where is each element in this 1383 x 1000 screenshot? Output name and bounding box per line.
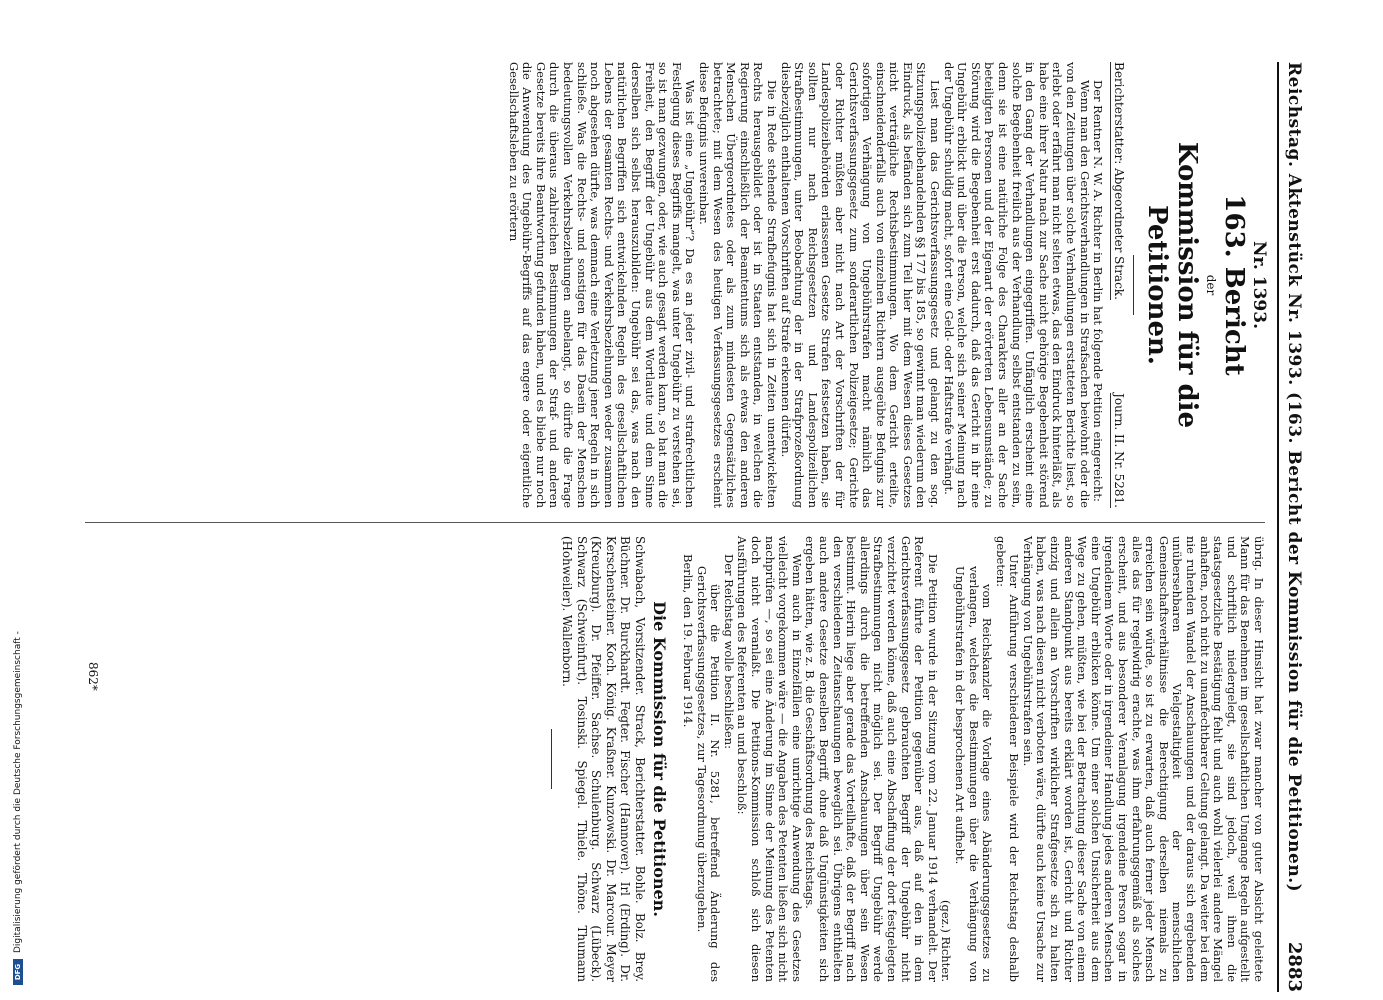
commission-members: Schwabach, Vorsitzender. Strack, Berichterstatter. Bohle. Bolz. Brey. Büchner. Dr. Burckhardt. Fegter. Fischer (Hannover). Irl (Erding). Dr. Kerschensteiner. Koch. König. Kraßner. Kunzowski. Dr. Marcour. Meyer (Kreuzburg). Dr. Pfeiffer. Sachse. Schulenburg. Schwarz (Lübeck). Schwarz (Schweinfurt). Tosinski. Spiegel. Thiele. Thöne. Thumann (Hohweiler). Wallenborn.: [560, 536, 647, 982]
date-line: Berlin, den 19. Februar 1914.: [681, 554, 696, 728]
document-number: Nr. 1393.: [1249, 240, 1269, 329]
running-header: [1277, 62, 1305, 992]
rapporteur: Berichterstatter: Abgeordneter Strack.: [1111, 62, 1126, 300]
footer-number: 862*: [86, 662, 100, 691]
resolution-text: über die Petition II. Nr. 5281, betreffend Änderung des Gerichtsverfassungsgesetzes, zur Tagesordnung überzugehen.: [694, 566, 723, 982]
left-column: [506, 62, 1269, 508]
paragraph: Wenn man den Gerichtsverhandlungen in Strafsachen beiwohnt oder die von den Zeitungen über solche Verhandlungen erstatteten Berichte liest, so erlebt oder erfährt man nicht selten etwas, das den Eindruck hinterläßt, als habe eine ihrer Natur nach zur Sache nicht gehörige Begebenheit störend in den Gang der Verhandlungen eingegriffen. Unfänglich erscheint eine solche Begebenheit freilich aus der Verhandlung selbst entstanden zu sein, denn sie ist eine natürliche Folge des Charakters aller an der Sache beteiligten Personen und der Eigenart der erörterten Lebensumstände; zu Störung wird die Begebenheit erst dadurch, daß das Gericht in ihr eine Ungebühr erblickt und über die Person, welche sich seiner Meinung nach der Ungebühr schuldig macht, sofort eine Geld- oder Haftstrafe verhängt.: [941, 62, 1092, 508]
petition-signature: (gez.) Richter.: [939, 899, 954, 982]
petition-request: vom Reichskanzler die Vorlage eines Abänderungsgesetzes zu verlangen, welches die Bestimmungen über die Verhängung von Ungebührstrafen in der besprochenen Art aufhebt.: [952, 566, 995, 982]
closing-rule: [551, 729, 552, 789]
title-connector: der: [1204, 274, 1219, 296]
commission-signature-title: Die Kommission für die Petitionen.: [650, 601, 670, 917]
paragraph: Was ist eine „Ungebühr“? Da es an jeder zivil- und strafrechtlichen Festlegung dieses Begriffs mangelt, was unter Ungebühr zu verstehen sei, so ist man gezwungen, oder, wie auch gesagt werden kann, so hat man die Freiheit, den Begriff der Ungebühr aus dem Wortlaute und dem Sinne derselben sich selbst herauszubilden: Ungebühr sei das, was nach den natürlichen Begriffen sich entwickelnden Regeln des gesellschaftlichen Lebens der gesamten Rechts- und Verkehrsbeziehungen weder zusammen noch abgesehen dürfte, was demnach eine Verletzung jener Regeln in sich schließe. Was die Rechts- und sonstigen für das Dasein der Menschen bedeutungsvollen Verkehrsbeziehungen anbelangt, so dürfte die Frage durch die überaus zahlreichen Bestimmungen der Straf- und anderen Gesetze bereits ihre Beantwortung gefunden haben, und es bliebe nur noch die Anwendung des Ungebühr-Begriffs auf das engere oder eigentliche Gesellschaftsleben zu erörtern: [506, 62, 698, 508]
rotated-page-content: [85, 62, 1305, 992]
paragraph: übrig. In dieser Hinsicht hat zwar mancher von guter Absicht geleitete Mann für das Benehmen im gesellschaftlichen Umgange Regeln aufgestellt und schriftlich niedergelegt, sie sind jedoch, weil ihnen die staatsgesetzliche Bestätigung fehlt und auch wohl vielerlei andere Mängel anhaften, noch nicht zu unanfechtbarer Geltung gelangt. Da weiter bei dem nie ruhenden Wandel der Anschauungen und der daraus sich ergebenden unübersehbaren Vielgestaltigkeit der menschlichen Gemeinschaftsverhältnisse die Berechtigung derselben niemals zu erreichen sein würde, so ist zu erwarten, daß auch ferner jeder Mensch alles das für regelwidrig erachte, was ihm erfahrungsgemäß als solches erscheint, und aus besonderer Veranlagung irgendeine Person sogar in irgendeinem Worte oder in irgendeiner Handlung jedes anderen Menschen eine Ungebühr erblicken könne. Um einer solchen Unsicherheit aus dem Wege zu gehen, müßten, wie bei der Betrachtung dieser Sache von einem anderen Standpunkt aus bereits erklärt worden ist, Gericht und Richter einzig und allein an Vorschriften wirklicher Strafgesetze sich zu halten haben, was nach diesen nicht verboten wäre, dürfte auch keine Ursache zur Verhängung von Ungebührstrafen sein.: [1020, 536, 1266, 982]
page-number: 2883: [1284, 941, 1305, 992]
funding-note: Digitalisierung gefördert durch die Deutsche Forschungsgemeinschaft -: [13, 631, 23, 953]
report-meta: [1110, 62, 1125, 508]
title-rule: [1133, 255, 1134, 315]
commission-name: Kommission für die Petitionen.: [1141, 141, 1202, 429]
dfg-logo: DFG: [13, 959, 23, 985]
paragraph: Wenn auch in Einzelfällen eine unrichtige Anwendung des Gesetzes vielleicht vorgekommen wäre — die Angaben des Petenten ließen sich nicht nachprüfen —, so sei eine Änderung im Sinne der Meinung des Petenten doch nicht veranlaßt. Die Petitions-Kommission schloß sich diesen Ausführungen des Referenten an und beschloß:: [735, 536, 804, 982]
paragraph: Die in Rede stehende Strafbefugnis hat sich in Zeiten unentwickelten Rechts herausgebildet oder ist in Staaten entstanden, in welchen die Regierung einschließlich der Beamtentums sich als etwas den anderen Menschen Übergeordnetes oder als zum mindesten Gegensätzliches betrachtete; mit dem Wesen des heutigen Verfassungsgesetzes erscheint diese Befugnis unvereinbar.: [697, 62, 779, 508]
journal-number: Journ. II. Nr. 5281.: [1111, 393, 1126, 508]
right-column: [543, 536, 1265, 982]
paragraph: Unter Anführung verschiedener Beispiele wird der Reichstag deshalb gebeten:: [993, 536, 1022, 982]
side-note: [12, 0, 24, 985]
column-divider: [85, 522, 1265, 523]
paragraph: Die Petition wurde in der Sitzung vom 22. Januar 1914 verhandelt. Der Referent führte der Petition gegenüber aus, daß auf den in dem Gerichtsverfassungsgesetz gebrauchten Begriff der Ungebühr nicht verzichtet werden könne, daß auch eine Abschaffung der dort festgelegten Strafbestimmungen nicht möglich sei. Der Begriff Ungebühr werde allerdings durch die betreffenden Anschauungen über sein Wesen bestimmt. Hierin liege aber gerade das Vorteilhafte, daß der Begriff nach den verschiedenen Zeitanschauungen beweglich sei. Übrigens enthielten auch andere Gesetze denselben Begriff, ohne daß Ungünstigkeiten sich ergeben hätten, wie z. B. die Geschäftsordnung des Reichstags.: [803, 536, 940, 982]
petition-intro: Der Rentner N. W. A. Richter in Berlin hat folgende Petition eingereicht:: [1091, 80, 1106, 502]
report-title-block: [1133, 62, 1269, 508]
report-number: 163. Bericht: [1219, 194, 1250, 376]
paragraph: Liest man das Gerichtsverfassungsgesetz und gelangt zu den sog. Sitzungspolizeibehandelnden §§ 177 bis 185, so gewinnt man wiederum den Eindruck, als befänden sich zum Teil hier mit dem Wesen dieses Gesetzes nicht verträgliche Rechtsbestimmungen. Wo dem Gericht erteilte, einschneidenderfalls auch von einzelnen Richtern ausgeübte Befugnis zur sofortigen Verhängung von Ungebührstrafen macht nämlich das Gerichtsverfassungsgesetz zum sonderartlichen Polizeigesetze; Gerichte oder Richter müßten aber nicht nach Art der Vorschriften der für Landespolizeibehörden erlassenen Gesetze Strafen festsetzen haben, sie sollten nur nach Reichsgesetzen und Landespolizeilichen Strafbestimmungen, unter Beobachtung der in der Strafprozeßordnung diesbezüglich enthaltenen Vorschriften auf Strafe erkennen dürfen.: [778, 62, 943, 508]
header-title: Reichstag. Aktenstück Nr. 1393. (163. Bericht der Kommission für die Petitionen.): [1284, 62, 1304, 893]
resolution-lead: Der Reichstag wolle beschließen:: [721, 554, 736, 749]
